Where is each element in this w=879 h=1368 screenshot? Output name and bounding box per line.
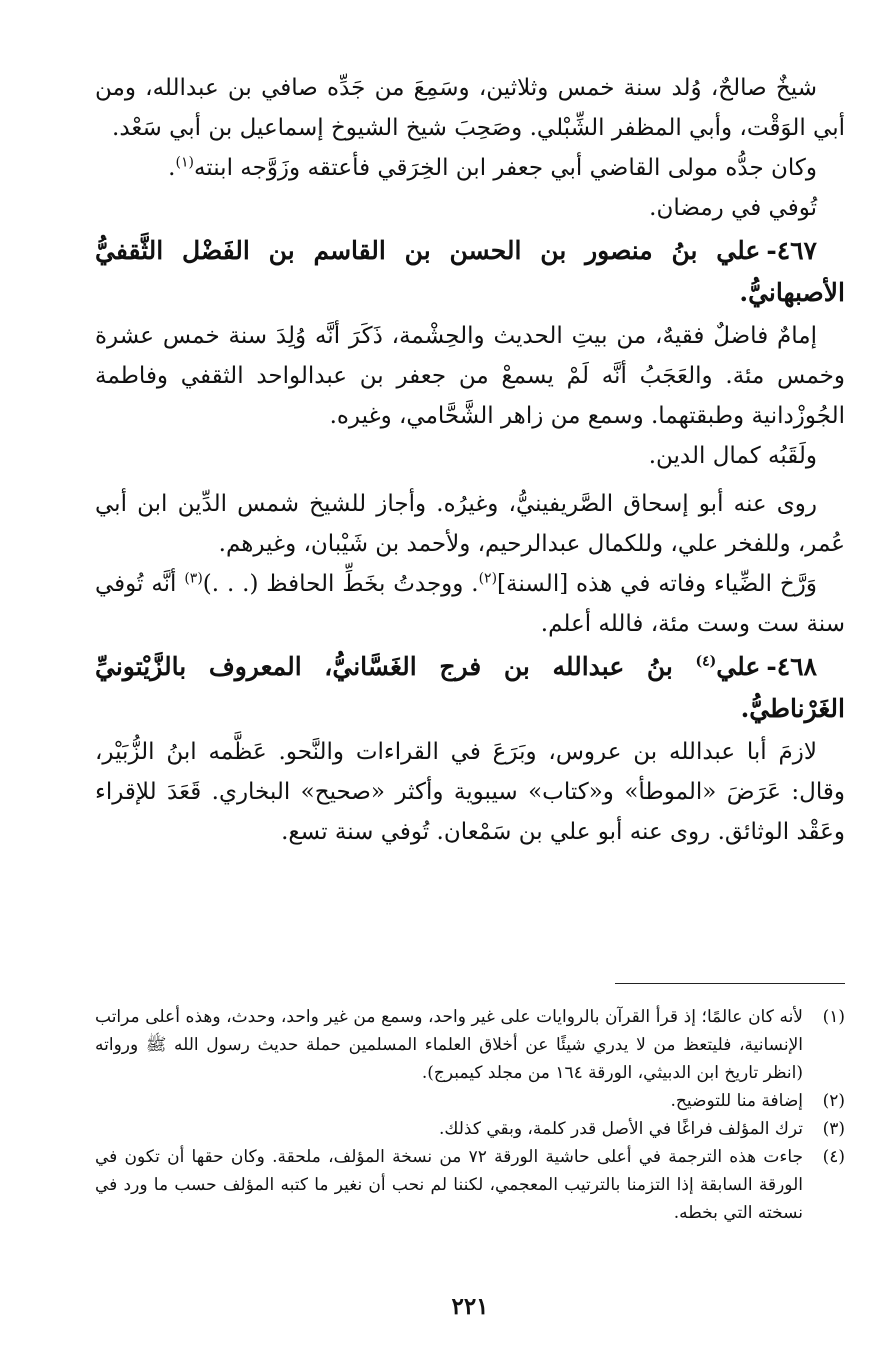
paragraph-6: روى عنه أبو إسحاق الصَّريفينيُّ، وغيرُه. وأجاز للشيخ شمس الدِّين ابن أبي عُمر، وللفخر علي، وللكمال عبدالرحيم، ولأحمد بن شَيْبان، وغيرهم. [95,491,845,557]
entry-title-468-b: بنُ عبدالله بن فرج الغَسَّانيُّ، المعروف بالزَّيْتونيِّ الغَرْناطيُّ. [95,652,845,723]
footnote-ref-1[interactable]: (١) [175,154,194,171]
footnote-1 [95,1003,845,1087]
spacer [95,476,845,484]
paragraph-4: إمامٌ فاضلٌ فقيهٌ، من بيتِ الحديث والحِشْمة، ذَكَرَ أنَّه وُلِدَ سنة خمس عشرة وخمس مئة. والعَجَبُ أنَّه لَمْ يسمعْ من جعفر بن عبدالواحد الثقفي وفاطمة الجُوزْدانية وطبقتهما. وسمع من زاهر الشَّحَّامي، وغيره. [95,323,845,429]
entry-number-468: ٤٦٨- [766,652,817,681]
paragraph-2-end: . [168,155,176,181]
paragraph-2-text: وكان جدُّه مولى القاضي أبي جعفر ابن الخِرَقي فأعتقه وزَوَّجه ابنته [193,155,817,181]
footnote-ref-4[interactable]: (٤) [695,653,717,670]
entry-heading-468 [95,646,845,730]
paragraph-7-c: أنَّه تُوفي سنة ست وست مئة، فالله أعلم. [95,571,845,637]
footnote-number: (٢) [822,1091,845,1111]
footnote-number: (٣) [822,1119,845,1139]
footnote-ref-3[interactable]: (٣) [184,570,203,587]
paragraph-8: لازمَ أبا عبدالله بن عروس، وبَرَعَ في القراءات والنَّحو. عَظَّمه ابنُ الزُّبَيْر، وقال: عَرَضَ «الموطأ» و«كتاب» سيبوية وأكثر «صحيح» البخاري. قَعَدَ للإقراء وعَقْد الوثائق. روى عنه أبو علي بن سَمْعان. تُوفي سنة تسع. [95,739,845,845]
paragraph-2 [95,148,845,188]
footnote-4 [95,1143,845,1227]
paragraph-7 [95,564,845,644]
paragraph-7-a: وَرَّخ الضِّياء وفاته في هذه [السنة] [497,571,817,597]
entry-number-467: ٤٦٧- [766,236,817,265]
footnote-text: جاءت هذه الترجمة في أعلى حاشية الورقة ٧٢ من نسخة المؤلف، ملحقة. وكان حقها أن تكون في الورقة السابقة إذا التزمنا بالترتيب المعجمي، لكننا لم نحب أن نغير ما كتبه المؤلف حسب ما ورد في نسخته التي بخطه. [95,1147,804,1223]
footnote-text: ترك المؤلف فراغًا في الأصل قدر كلمة، وبقي كذلك. [438,1119,803,1139]
page-number: ٢٢١ [451,1293,489,1320]
footnote-text: لأنه كان عالمًا؛ إذ قرأ القرآن بالروايات على غير واحد، وسمع من غير واحد، وحدث، وهذه أعلى مراتب الإنسانية، فليتعظ من لا يدري شيئًا عن أخلاق العلماء المسلمين حملة حديث رسول الله ﷺ ورواته (انظر تاريخ ابن الدبيثي، الورقة ١٦٤ من مجلد كيمبرج). [95,1007,803,1083]
entry-title-467: علي بنُ منصور بن الحسن بن القاسم بن الفَضْل الثَّقفيُّ الأصبهانيُّ. [95,236,845,307]
footnote-number: (٤) [822,1147,845,1167]
footnote-number: (١) [822,1007,845,1027]
paragraph-3: تُوفي في رمضان. [649,195,817,221]
footnote-divider [615,983,845,984]
page-body [95,68,845,1348]
footnotes [95,1003,845,1227]
paragraph-7-b: . ووجدتُ بخَطِّ الحافظ (. . .) [202,571,479,597]
entry-heading-467 [95,230,845,314]
footnote-3 [95,1115,845,1143]
footnote-text: إضافة منا للتوضيح. [670,1091,803,1111]
paragraph-5: ولَقَبُه كمال الدين. [648,443,817,469]
footnote-2 [95,1087,845,1115]
paragraph-1: شيخٌ صالحٌ، وُلد سنة خمس وثلاثين، وسَمِعَ من جَدِّه صافي بن عبدالله، ومن أبي الوَقْت، وأبي المظفر الشِّبْلي. وصَحِبَ شيخ الشيوخ إسماعيل بن أبي سَعْد. [95,75,845,141]
entry-title-468-a: علي [716,652,761,681]
footnote-ref-2[interactable]: (٢) [478,570,498,587]
